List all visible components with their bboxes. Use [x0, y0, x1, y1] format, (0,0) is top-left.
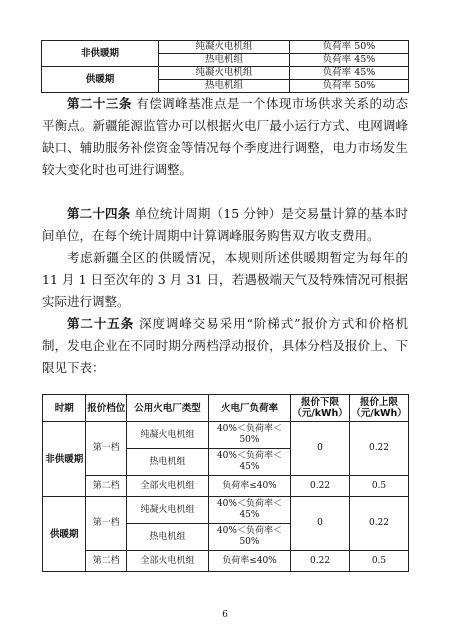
article-25: [42, 313, 408, 379]
article-23: [42, 93, 408, 181]
load-rate-cell: 负荷率≤40%: [208, 551, 290, 572]
article-heading: 第二十三条: [67, 96, 132, 111]
price-low-cell: 0: [291, 422, 350, 476]
table-row: [42, 67, 409, 80]
plant-type-cell: 全部火电机组: [127, 551, 209, 572]
header-load-rate: 火电厂负荷率: [208, 395, 290, 422]
tier-cell: 第一档: [86, 497, 127, 551]
table-row: [43, 497, 409, 524]
header-period: 时期: [43, 395, 86, 422]
table-row: [43, 422, 409, 449]
article-24: [42, 203, 408, 247]
page-number: 6: [222, 610, 228, 620]
plant-type-cell: 全部火电机组: [127, 476, 209, 497]
article-24-paragraph-2: [42, 247, 408, 313]
load-rate-cell: 负荷率 50%: [290, 41, 409, 54]
price-limit-table: [42, 394, 409, 572]
header-price-low: 报价下限（元/kWh）: [291, 395, 350, 422]
period-cell: 供暖期: [43, 497, 86, 572]
header-plant-type: 公用火电厂类型: [127, 395, 209, 422]
load-rate-cell: 负荷率 45%: [290, 54, 409, 67]
load-rate-cell: 负荷率 50%: [290, 80, 409, 93]
article-text: 有偿调峰基准点是一个体现市场供求关系的动态平衡点。新疆能源监管办可以根据火电厂最小运行方式、电网调峰缺口、辅助服务补偿资金等情况每个季度进行调整，电力市场发生较大变化时也可进行调整。: [42, 96, 408, 177]
article-heading: 第二十四条: [67, 206, 131, 221]
load-rate-cell: 40%＜负荷率＜50%: [208, 524, 290, 551]
article-heading: 第二十五条: [67, 316, 135, 331]
table-header-row: [43, 395, 409, 422]
period-cell: 供暖期: [42, 67, 159, 93]
plant-type-cell: 纯凝火电机组: [127, 497, 209, 524]
plant-type-cell: 热电机组: [159, 80, 290, 93]
price-low-cell: 0.22: [291, 551, 350, 572]
load-rate-cell: 40%＜负荷率＜45%: [208, 449, 290, 476]
load-rate-cell: 40%＜负荷率＜45%: [208, 497, 290, 524]
tier-cell: 第一档: [86, 422, 127, 476]
load-rate-cell: 40%＜负荷率＜50%: [208, 422, 290, 449]
price-high-cell: 0.5: [350, 551, 409, 572]
table-row: [42, 41, 409, 54]
load-rate-cell: 负荷率≤40%: [208, 476, 290, 497]
table-row: [43, 476, 409, 497]
price-high-cell: 0.22: [350, 422, 409, 476]
price-high-cell: 0.5: [350, 476, 409, 497]
article-text: 深度调峰交易采用“阶梯式”报价方式和价格机制，发电企业在不同时期分两档浮动报价，具体分档及报价上、下限见下表：: [42, 316, 408, 375]
plant-type-cell: 纯凝火电机组: [127, 422, 209, 449]
plant-type-cell: 热电机组: [127, 524, 209, 551]
continued-table: [41, 40, 409, 93]
plant-type-cell: 热电机组: [127, 449, 209, 476]
plant-type-cell: 纯凝火电机组: [159, 41, 290, 54]
header-tier: 报价档位: [86, 395, 127, 422]
period-cell: 非供暖期: [42, 41, 159, 67]
period-cell: 非供暖期: [43, 422, 86, 497]
plant-type-cell: 纯凝火电机组: [159, 67, 290, 80]
tier-cell: 第二档: [86, 551, 127, 572]
plant-type-cell: 热电机组: [159, 54, 290, 67]
table-row: [43, 551, 409, 572]
header-price-high: 报价上限（元/kWh）: [350, 395, 409, 422]
article-text: 单位统计周期（15 分钟）是交易量计算的基本时间单位，在每个统计周期中计算调峰服务购售双方收支费用。: [42, 206, 408, 243]
load-rate-cell: 负荷率 45%: [290, 67, 409, 80]
price-low-cell: 0.22: [291, 476, 350, 497]
tier-cell: 第二档: [86, 476, 127, 497]
price-low-cell: 0: [291, 497, 350, 551]
price-high-cell: 0.22: [350, 497, 409, 551]
article-text: 考虑新疆全区的供暖情况，本规则所述供暖期暂定为每年的 11 月 1 日至次年的 3 月 31 日，若遇极端天气及特殊情况可根据实际进行调整。: [42, 250, 408, 309]
